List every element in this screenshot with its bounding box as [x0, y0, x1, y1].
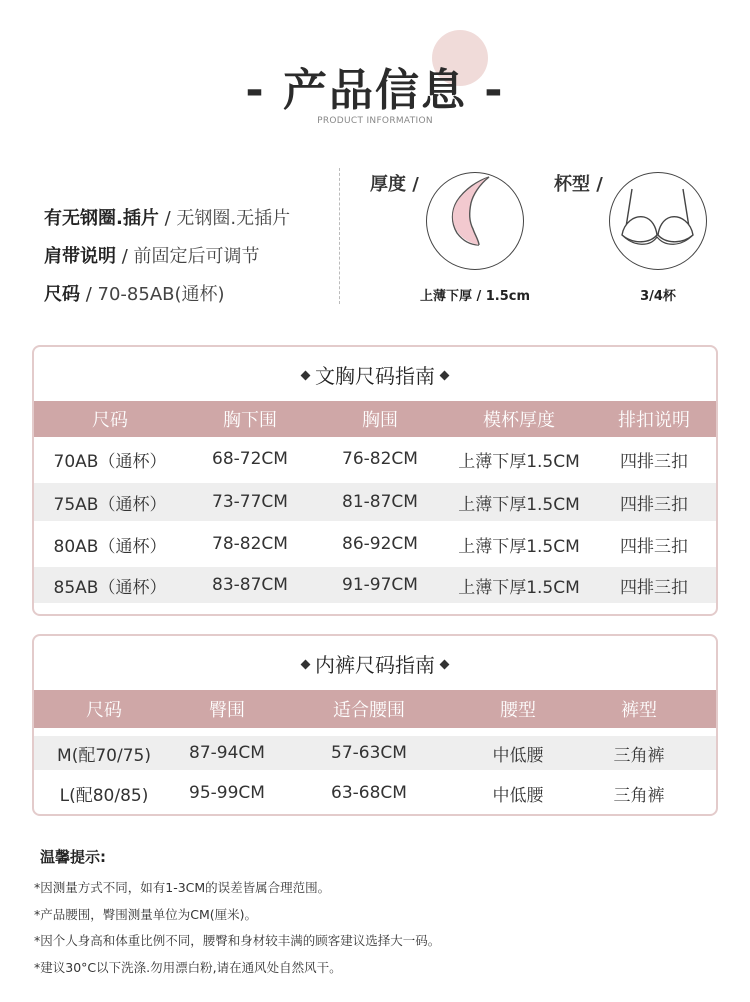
panty-table-header	[34, 690, 716, 728]
table-cell: 上薄下厚1.5CM	[458, 451, 580, 472]
info-row-wire	[44, 200, 334, 238]
table-cell: 上薄下厚1.5CM	[458, 536, 580, 557]
info-value: 无钢圈.无插片	[176, 208, 291, 229]
diamond-icon	[301, 371, 311, 381]
table-cell: 上薄下厚1.5CM	[458, 494, 580, 515]
table-cell: 91-97CM	[342, 575, 418, 595]
panty-table-title	[34, 636, 716, 690]
table-cell: 83-87CM	[212, 575, 288, 595]
tips-section	[34, 846, 734, 981]
header-cell: 排扣说明	[618, 410, 690, 431]
table-cell: 75AB（通杯）	[53, 494, 167, 515]
product-info-list	[44, 200, 334, 314]
table-cell: 中低腰	[492, 745, 544, 766]
header-cell: 腰型	[500, 700, 536, 721]
page-subtitle: PRODUCT INFORMATION	[317, 116, 433, 126]
tip-item: *因个人身高和体重比例不同，腰臀和身材较丰满的顾客建议选择大一码。	[34, 933, 441, 948]
table-cell: 85AB（通杯）	[53, 577, 167, 598]
cup-caption: 3/4杯	[640, 289, 676, 304]
table-cell: 95-99CM	[189, 783, 265, 803]
diamond-icon	[301, 660, 311, 670]
thickness-label: 厚度 /	[370, 174, 419, 195]
table-cell: 四排三扣	[620, 577, 688, 598]
panty-size-table	[32, 634, 718, 816]
header-cell: 尺码	[86, 700, 122, 721]
table-row	[34, 483, 716, 521]
table-cell: 86-92CM	[342, 534, 418, 554]
table-cell: 70AB（通杯）	[53, 451, 167, 472]
info-key: 尺码	[44, 284, 80, 305]
header-cell: 适合腰围	[333, 700, 405, 721]
table-cell: 68-72CM	[212, 449, 288, 469]
table-row	[34, 521, 716, 567]
table-row	[34, 770, 716, 816]
table-cell: 三角裤	[613, 745, 665, 766]
table-cell: 81-87CM	[342, 492, 418, 512]
table-cell: 78-82CM	[212, 534, 288, 554]
table-cell: 87-94CM	[189, 743, 265, 763]
info-sep: /	[158, 208, 177, 229]
table-cell: M(配70/75)	[57, 745, 151, 766]
table-cell: 中低腰	[492, 785, 544, 806]
table-cell: 四排三扣	[620, 494, 688, 515]
diamond-icon	[440, 371, 450, 381]
panty-table-title-text: 内裤尺码指南	[315, 653, 435, 677]
header-cell: 裤型	[621, 700, 657, 721]
table-cell: 上薄下厚1.5CM	[458, 577, 580, 598]
info-row-size	[44, 276, 334, 314]
info-value: 前固定后可调节	[133, 246, 260, 267]
bra-cup-icon	[610, 173, 705, 268]
table-row	[34, 736, 716, 770]
info-row-strap	[44, 238, 334, 276]
table-cell: 76-82CM	[342, 449, 418, 469]
diamond-icon	[440, 660, 450, 670]
tip-item: *产品腰围，臀围测量单位为CM(厘米)。	[34, 906, 258, 922]
thickness-circle	[426, 172, 524, 270]
bra-table-title	[34, 347, 716, 401]
table-cell: 四排三扣	[620, 536, 688, 557]
thickness-caption: 上薄下厚 / 1.5cm	[419, 289, 531, 304]
header	[0, 0, 750, 140]
bra-table-header	[34, 401, 716, 437]
page-title: - 产品信息 -	[245, 65, 505, 116]
info-sep: /	[80, 284, 98, 305]
table-row	[34, 437, 716, 481]
cup-circle	[609, 172, 707, 270]
header-cell: 臀围	[209, 700, 245, 721]
info-key: 有无钢圈.插片	[44, 208, 159, 229]
bra-size-table	[32, 345, 718, 616]
tips-title: 温馨提示:	[40, 848, 106, 866]
header-cell: 胸围	[362, 410, 398, 431]
info-value: 70-85AB(通杯)	[97, 284, 225, 305]
bra-table-title-text: 文胸尺码指南	[315, 364, 435, 388]
table-row	[34, 567, 716, 603]
pad-thickness-icon	[427, 173, 522, 268]
table-cell: 四排三扣	[620, 451, 688, 472]
header-cell: 模杯厚度	[483, 410, 555, 431]
table-cell: L(配80/85)	[59, 785, 149, 806]
table-cell: 80AB（通杯）	[53, 536, 167, 557]
header-cell: 胸下围	[223, 410, 277, 431]
table-cell: 73-77CM	[212, 492, 288, 512]
table-cell: 63-68CM	[331, 783, 407, 803]
cup-label: 杯型 /	[554, 174, 603, 195]
info-key: 肩带说明	[44, 246, 116, 267]
tip-item: *建议30°C以下洗涤.勿用漂白粉,请在通风处自然风干。	[34, 959, 342, 975]
table-cell: 57-63CM	[331, 743, 407, 763]
header-cell: 尺码	[92, 410, 128, 431]
table-cell: 三角裤	[613, 785, 665, 806]
tip-item: *因测量方式不同，如有1-3CM的误差皆属合理范围。	[34, 880, 331, 895]
info-sep: /	[116, 246, 134, 267]
info-divider	[339, 168, 340, 304]
